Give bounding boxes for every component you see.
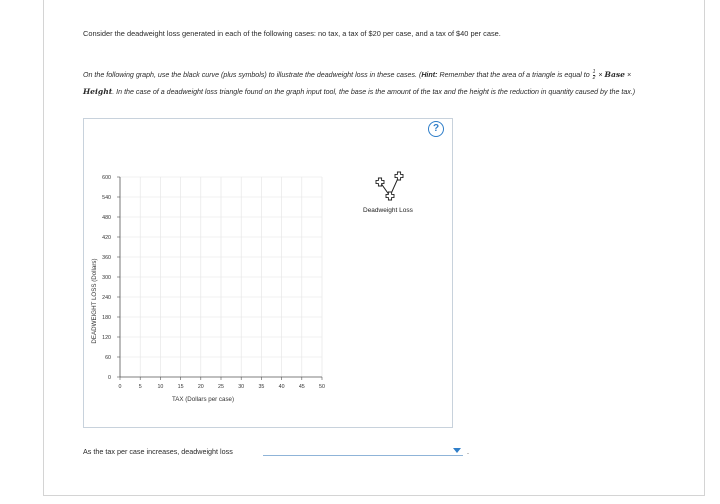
fraction-numerator: 1 bbox=[592, 68, 596, 75]
instructions-part2: Remember that the area of a triangle is equal to bbox=[437, 71, 592, 79]
chart-grid bbox=[120, 177, 322, 377]
question-text: As the tax per case increases, deadweight loss bbox=[83, 447, 233, 456]
deadweight-loss-chart[interactable] bbox=[83, 118, 453, 428]
x-tick-label: 50 bbox=[319, 384, 325, 390]
x-tick-label: 15 bbox=[177, 384, 184, 390]
chevron-down-icon[interactable] bbox=[453, 448, 461, 453]
y-tick-label: 420 bbox=[102, 235, 111, 241]
y-tick-label: 360 bbox=[102, 255, 111, 261]
question-period: . bbox=[467, 447, 469, 456]
y-tick-label: 240 bbox=[102, 295, 111, 301]
y-tick-label: 0 bbox=[108, 375, 111, 381]
help-icon[interactable]: ? bbox=[428, 121, 444, 137]
x-tick-label: 0 bbox=[118, 384, 122, 390]
instructions-part3: . In the case of a deadweight loss triangle found on the graph input tool, the base is the amount of the tax and the height is the reduction in quantity caused by the tax.) bbox=[112, 87, 636, 96]
y-tick-label: 180 bbox=[102, 315, 111, 321]
instructions-part1: On the following graph, use the black curve (plus symbols) to illustrate the deadweight loss in these cases. ( bbox=[83, 71, 422, 79]
fraction-denominator: 2 bbox=[592, 74, 596, 81]
x-tick-label: 35 bbox=[258, 384, 265, 390]
y-axis-title: DEADWEIGHT LOSS (Dollars) bbox=[91, 258, 98, 344]
x-tick-label: 10 bbox=[157, 384, 164, 390]
x-tick-label: 45 bbox=[298, 384, 305, 390]
x-axis-title: TAX (Dollars per case) bbox=[171, 396, 235, 403]
x-tick-label: 40 bbox=[278, 384, 285, 390]
times-sign: × bbox=[596, 71, 605, 79]
legend-label: Deadweight Loss bbox=[363, 207, 413, 214]
legend-plus-marker-3[interactable] bbox=[395, 172, 403, 180]
y-tick-label: 300 bbox=[102, 275, 111, 281]
hint-label: Hint: bbox=[421, 71, 438, 79]
y-tick-label: 540 bbox=[102, 195, 111, 201]
chart-ticks bbox=[102, 175, 325, 390]
height-term: Height bbox=[83, 86, 113, 96]
legend-plus-marker-1[interactable] bbox=[376, 178, 384, 186]
base-term: Base bbox=[604, 70, 625, 79]
x-tick-label: 30 bbox=[238, 384, 245, 390]
times-sign-2: × bbox=[624, 71, 632, 79]
x-tick-label: 25 bbox=[218, 384, 224, 390]
deadweight-loss-dropdown[interactable] bbox=[263, 446, 463, 456]
x-tick-label: 20 bbox=[197, 384, 204, 390]
deadweight-loss-legend-tool[interactable] bbox=[368, 168, 418, 208]
instructions-text bbox=[83, 67, 663, 100]
y-tick-label: 60 bbox=[105, 355, 111, 361]
intro-text: Consider the deadweight loss generated in each of the following cases: no tax, a tax of $20 per case, and a tax of $40 per case. bbox=[83, 29, 501, 38]
y-tick-label: 120 bbox=[102, 335, 111, 341]
y-tick-label: 600 bbox=[102, 175, 111, 181]
legend-plus-marker-2[interactable] bbox=[386, 192, 394, 200]
y-tick-label: 480 bbox=[102, 215, 111, 221]
x-tick-label: 5 bbox=[138, 384, 142, 390]
